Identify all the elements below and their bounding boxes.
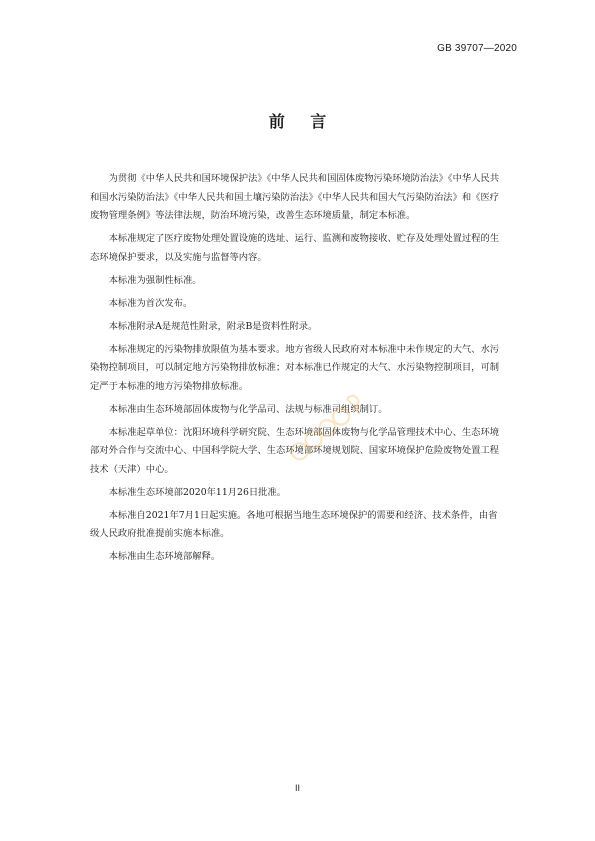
paragraph-drafters: 本标准起草单位：沈阳环境科学研究院、生态环境部固体废物与化学品管理技术中心、生态环境部对外合作与交流中心、中国科学院大学、生态环境部环境规划院、国家环境保护危险废物处置工程技术（天津）中心。 <box>90 426 500 475</box>
paragraph-first-release: 本标准为首次发布。 <box>108 297 193 309</box>
page-number: II <box>294 783 300 793</box>
paragraph-organizer: 本标准由生态环境部固体废物与化学品司、法规与标准司组织制订。 <box>108 403 388 415</box>
paragraph-emission-limits: 本标准规定的污染物排放限值为基本要求。地方省级人民政府对本标准中未作规定的大气、水污染物控制项目，可以制定地方污染物排放标准；对本标准已作规定的大气、水污染物控制项目，可制定严于本标准的地方污染物排放标准。 <box>90 343 500 392</box>
paragraph-effective-date: 本标准自2021年7月1日起实施。各地可根据当地生态环境保护的需要和经济、技术条件，由省级人民政府批准提前实施本标准。 <box>90 509 498 539</box>
page-title: 前 言 <box>268 112 337 131</box>
standard-number: GB 39707—2020 <box>437 43 517 54</box>
paragraph-interpretation: 本标准由生态环境部解释。 <box>108 551 221 562</box>
paragraph-mandatory: 本标准为强制性标准。 <box>108 274 202 286</box>
paragraph-annexes: 本标准附录A是规范性附录，附录B是资料性附录。 <box>108 320 318 332</box>
paragraph-legal-basis: 为贯彻《中华人民共和国环境保护法》《中华人民共和国固体废物污染环境防治法》《中华人民共和国水污染防治法》《中华人民共和国土壤污染防治法》《中华人民共和国大气污染防治法》和《医疗废物管理条例》等法律法规，防治环境污染，改善生态环境质量，制定本标准。 <box>90 173 500 221</box>
paragraph-scope: 本标准规定了医疗废物处理处置设施的选址、运行、监测和废物接收、贮存及处理处置过程的生态环境保护要求，以及实施与监督等内容。 <box>90 233 500 263</box>
paragraph-approval: 本标准生态环境部2020年11月26日批准。 <box>108 486 287 498</box>
foreword-body <box>90 170 506 571</box>
